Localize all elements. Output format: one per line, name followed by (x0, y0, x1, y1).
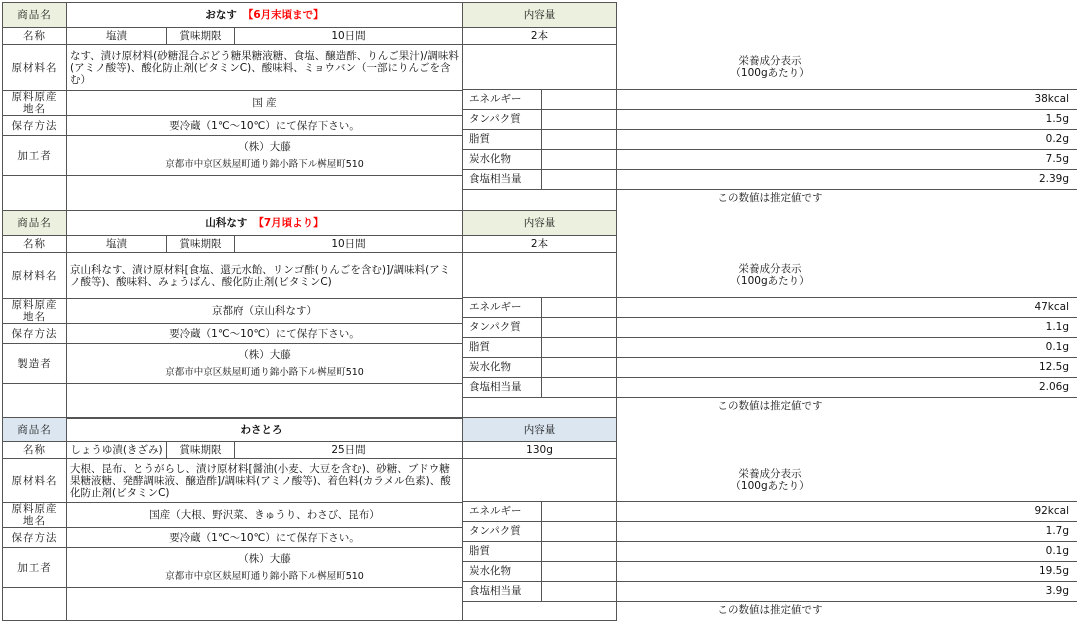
energy-value: 47kcal (541, 297, 1077, 317)
name-label: 名称 (3, 442, 67, 459)
protein-label: タンパク質 (463, 109, 541, 129)
label-table (2, 2, 1070, 211)
ingredients-label: 原材料名 (3, 459, 67, 503)
storage-value: 要冷蔵（1℃～10℃）にて保存下さい。 (67, 116, 463, 136)
blank-cell (67, 588, 463, 621)
product-card-onasu (2, 2, 1070, 211)
maker-info (67, 136, 463, 176)
maker-label: 製造者 (3, 344, 67, 384)
fat-label: 脂質 (463, 337, 541, 357)
product-name-label: 商品名 (3, 211, 67, 236)
shelf-life-value: 10日間 (235, 236, 463, 253)
product-card-wasatoro (2, 417, 1070, 621)
title-text: おなす (205, 9, 237, 21)
carbs-label: 炭水化物 (463, 357, 541, 377)
storage-label: 保存方法 (3, 528, 67, 548)
nutrition-table (463, 253, 1077, 414)
label-table (2, 417, 1070, 621)
origin-label: 原料原産地名 (3, 503, 67, 528)
blank-cell (67, 384, 463, 419)
ingredients-label: 原材料名 (3, 45, 67, 91)
title-text: わさとろ (240, 423, 283, 436)
nutrition-per: （100gあたり） (730, 479, 810, 492)
fat-label: 脂質 (463, 129, 541, 149)
nutrition-panel (463, 459, 1070, 621)
nutrition-heading (463, 45, 1077, 89)
salt-label: 食塩相当量 (463, 377, 541, 397)
shelf-life-label: 賞味期限 (167, 28, 235, 45)
label-table (2, 210, 1070, 419)
nutrition-heading (463, 253, 1077, 297)
name-value: しょうゆ漬(きざみ) (67, 442, 167, 459)
estimate-note: この数値は推定値です (463, 189, 1077, 206)
nutrition-panel (463, 45, 1070, 211)
product-card-yamashina-nasu (2, 210, 1070, 419)
maker-label: 加工者 (3, 136, 67, 176)
blank-cell (3, 384, 67, 419)
contents-value: 130g (463, 442, 617, 459)
nutrition-title: 栄養成分表示 (738, 467, 802, 480)
name-value: 塩漬 (67, 236, 167, 253)
name-label: 名称 (3, 236, 67, 253)
nutrition-table (463, 45, 1077, 206)
maker-info (67, 548, 463, 588)
storage-value: 要冷蔵（1℃～10℃）にて保存下さい。 (67, 324, 463, 344)
contents-label: 内容量 (463, 211, 617, 236)
nutrition-title: 栄養成分表示 (738, 54, 802, 67)
protein-value: 1.5g (541, 109, 1077, 129)
nutrition-table (463, 459, 1077, 618)
estimate-note: この数値は推定値です (463, 601, 1077, 618)
maker-name: （株）大藤 (238, 552, 291, 565)
name-value: 塩漬 (67, 28, 167, 45)
carbs-label: 炭水化物 (463, 149, 541, 169)
protein-label: タンパク質 (463, 521, 541, 541)
origin-value: 国産（大根、野沢菜、きゅうり、わさび、昆布） (67, 503, 463, 528)
carbs-value: 12.5g (541, 357, 1077, 377)
shelf-life-value: 25日間 (235, 442, 463, 459)
blank-cell (3, 176, 67, 211)
carbs-value: 7.5g (541, 149, 1077, 169)
contents-label: 内容量 (463, 418, 617, 442)
fat-label: 脂質 (463, 541, 541, 561)
ingredients-value: 大根、昆布、とうがらし、漬け原材料[醤油(小麦、大豆を含む)、砂糖、ブドウ糖果糖液糖、発酵調味液、醸造酢]/調味料(アミノ酸等)、着色料(カラメル色素)、酸化防止剤(ビタミンC) (67, 459, 463, 503)
contents-value: 2本 (463, 236, 617, 253)
contents-value: 2本 (463, 28, 617, 45)
origin-label: 原料原産地名 (3, 91, 67, 116)
fat-value: 0.1g (541, 541, 1077, 561)
energy-value: 38kcal (541, 89, 1077, 109)
energy-label: エネルギー (463, 501, 541, 521)
salt-value: 3.9g (541, 581, 1077, 601)
maker-label: 加工者 (3, 548, 67, 588)
shelf-life-value: 10日間 (235, 28, 463, 45)
origin-value: 京都府（京山科なす） (67, 299, 463, 324)
storage-value: 要冷蔵（1℃～10℃）にて保存下さい。 (67, 528, 463, 548)
salt-label: 食塩相当量 (463, 581, 541, 601)
carbs-label: 炭水化物 (463, 561, 541, 581)
maker-address: 京都市中京区麸屋町通り錦小路下ル桝屋町510 (165, 570, 364, 582)
product-name-label: 商品名 (3, 418, 67, 442)
season-note: 【6月末頃まで】 (242, 9, 324, 21)
blank-cell (67, 176, 463, 211)
maker-address: 京都市中京区麸屋町通り錦小路下ル桝屋町510 (165, 366, 364, 378)
product-name-label: 商品名 (3, 3, 67, 28)
nutrition-per: （100gあたり） (730, 66, 810, 79)
energy-label: エネルギー (463, 297, 541, 317)
energy-value: 92kcal (541, 501, 1077, 521)
contents-label: 内容量 (463, 3, 617, 28)
nutrition-per: （100gあたり） (730, 274, 810, 287)
storage-label: 保存方法 (3, 116, 67, 136)
salt-value: 2.39g (541, 169, 1077, 189)
shelf-life-label: 賞味期限 (167, 442, 235, 459)
title-text: 山科なす (205, 217, 248, 229)
protein-value: 1.7g (541, 521, 1077, 541)
nutrition-heading (463, 459, 1077, 501)
fat-value: 0.1g (541, 337, 1077, 357)
maker-info (67, 344, 463, 384)
product-title (67, 418, 463, 442)
ingredients-value: なす、漬け原材料(砂糖混合ぶどう糖果糖液糖、食塩、醸造酢、りんご果汁)/調味料(アミノ酸等)、酸化防止剤(ビタミンC)、酸味料、ミョウバン（一部にりんごを含む） (67, 45, 463, 91)
blank-cell (3, 588, 67, 621)
protein-value: 1.1g (541, 317, 1077, 337)
ingredients-label: 原材料名 (3, 253, 67, 299)
product-title (67, 3, 463, 28)
nutrition-title: 栄養成分表示 (738, 262, 802, 275)
energy-label: エネルギー (463, 89, 541, 109)
maker-name: （株）大藤 (238, 140, 291, 153)
shelf-life-label: 賞味期限 (167, 236, 235, 253)
protein-label: タンパク質 (463, 317, 541, 337)
salt-value: 2.06g (541, 377, 1077, 397)
maker-name: （株）大藤 (238, 348, 291, 361)
maker-address: 京都市中京区麸屋町通り錦小路下ル桝屋町510 (165, 158, 364, 170)
season-note: 【7月頃より】 (253, 217, 324, 229)
carbs-value: 19.5g (541, 561, 1077, 581)
name-label: 名称 (3, 28, 67, 45)
nutrition-panel (463, 253, 1070, 419)
ingredients-value: 京山科なす、漬け原材料[食塩、還元水飴、リンゴ酢(りんごを含む)]/調味料(アミノ酸等)、酸味料、みょうばん、酸化防止剤(ビタミンC) (67, 253, 463, 299)
salt-label: 食塩相当量 (463, 169, 541, 189)
origin-label: 原料原産地名 (3, 299, 67, 324)
storage-label: 保存方法 (3, 324, 67, 344)
origin-value: 国 産 (67, 91, 463, 116)
estimate-note: この数値は推定値です (463, 397, 1077, 414)
fat-value: 0.2g (541, 129, 1077, 149)
product-title (67, 211, 463, 236)
